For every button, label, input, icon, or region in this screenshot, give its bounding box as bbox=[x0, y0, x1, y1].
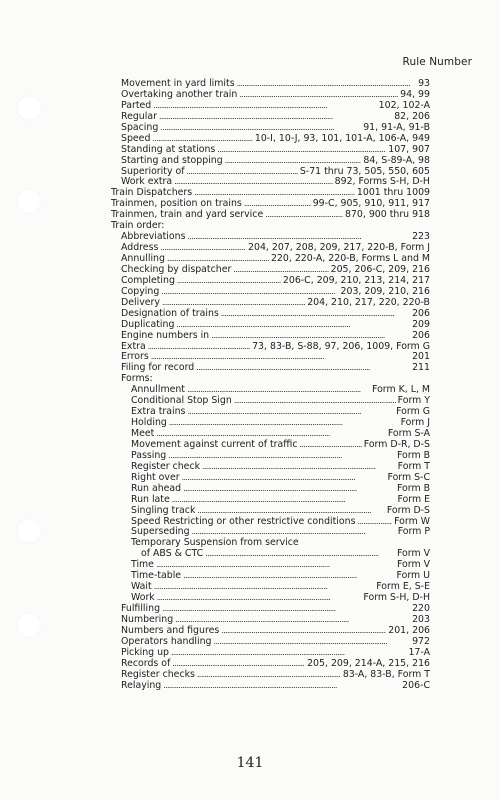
index-term: Designation of trains bbox=[121, 307, 219, 319]
rule-references: Form S-A bbox=[387, 428, 430, 439]
rule-references: 17-A bbox=[408, 646, 430, 658]
index-term: Filing for record bbox=[121, 362, 195, 374]
index-term: Abbreviations bbox=[121, 231, 186, 243]
dot-leader bbox=[221, 309, 410, 320]
rule-references: Form K, L, M bbox=[372, 384, 430, 396]
rule-references: Form Y bbox=[397, 395, 430, 407]
dot-leader bbox=[154, 582, 375, 593]
rule-references: Form P bbox=[397, 526, 430, 538]
index-term: Delivery bbox=[121, 296, 160, 308]
rule-references: 220, 220-A, 220-B, Forms L and M bbox=[270, 253, 430, 264]
rule-references: 10-I, 10-J, 93, 101, 101-A, 106-A, 949 bbox=[254, 132, 430, 144]
index-entry bbox=[111, 320, 430, 331]
rule-references: 972 bbox=[412, 635, 430, 647]
rule-references: Form S-C bbox=[387, 471, 430, 483]
index-entry bbox=[111, 363, 430, 374]
dot-leader bbox=[265, 210, 343, 221]
binder-hole bbox=[16, 95, 42, 121]
rule-references: Form T bbox=[397, 460, 430, 472]
rule-references: 870, 900 thru 918 bbox=[344, 209, 430, 221]
index-term: Right over bbox=[131, 471, 180, 483]
index-term: Engine numbers in bbox=[121, 329, 210, 341]
dot-leader bbox=[237, 79, 416, 90]
index-term: Train order: bbox=[111, 220, 165, 232]
dot-leader bbox=[182, 473, 386, 484]
index-term: Movement in yard limits bbox=[121, 78, 235, 89]
dot-leader bbox=[211, 331, 410, 342]
index-term: Checking by dispatcher bbox=[121, 263, 232, 275]
dot-leader bbox=[172, 659, 305, 670]
rule-references: Form E, S-E bbox=[376, 581, 430, 593]
index-term: Completing bbox=[121, 274, 175, 286]
index-entry bbox=[111, 418, 430, 429]
index-entry bbox=[111, 101, 430, 112]
dot-leader bbox=[153, 101, 376, 112]
dot-leader bbox=[172, 495, 396, 506]
dot-leader bbox=[169, 418, 399, 429]
dot-leader bbox=[152, 134, 252, 145]
rule-references: Form U bbox=[396, 570, 430, 582]
rule-references: 211 bbox=[412, 362, 430, 374]
rule-references: 206 bbox=[412, 329, 430, 341]
index-term: Wait bbox=[131, 581, 152, 593]
index-entry bbox=[111, 495, 430, 506]
index-term: Temporary Suspension from service bbox=[131, 537, 299, 549]
index-term: Register check bbox=[131, 460, 201, 472]
index-term: Trainmen, position on trains bbox=[111, 198, 242, 210]
index-term: Time bbox=[131, 559, 154, 571]
index-term: Work bbox=[131, 592, 155, 604]
rule-references: 201, 206 bbox=[388, 624, 430, 636]
index-term: Fulfilling bbox=[121, 603, 161, 614]
index-term: Copying bbox=[121, 285, 160, 297]
rule-references: 220 bbox=[412, 603, 430, 614]
index-term: of ABS & CTC bbox=[141, 548, 204, 560]
dot-leader bbox=[187, 407, 394, 418]
rule-references: 203 bbox=[412, 613, 430, 625]
dot-leader bbox=[160, 243, 246, 254]
dot-leader bbox=[162, 604, 410, 615]
rule-references: 82, 206 bbox=[394, 110, 430, 122]
index-term: Holding bbox=[131, 417, 167, 429]
dot-leader bbox=[205, 549, 395, 560]
rule-references: 91, 91-A, 91-B bbox=[363, 121, 430, 133]
dot-leader bbox=[221, 626, 386, 637]
rule-references: 223 bbox=[412, 231, 430, 243]
rule-references: Form V bbox=[396, 548, 430, 560]
dot-leader bbox=[196, 363, 410, 374]
rule-references: 206-C, 209, 210, 213, 214, 217 bbox=[282, 274, 430, 286]
index-list bbox=[111, 79, 430, 692]
dot-leader bbox=[187, 167, 298, 178]
rule-references: 94, 99 bbox=[400, 88, 430, 100]
rule-references: 205, 206-C, 209, 216 bbox=[330, 263, 430, 275]
index-term: Speed Restricting or other restrictive conditions bbox=[131, 515, 356, 527]
dot-leader bbox=[197, 670, 341, 681]
index-term: Run late bbox=[131, 493, 170, 505]
rule-references: 99-C, 905, 910, 911, 917 bbox=[312, 198, 430, 210]
index-entry bbox=[111, 331, 430, 342]
index-entry bbox=[111, 342, 430, 353]
rule-references: 102, 102-A bbox=[378, 99, 430, 111]
index-entry bbox=[111, 134, 430, 145]
binder-hole bbox=[16, 612, 42, 638]
index-term: Train Dispatchers bbox=[111, 187, 193, 199]
rule-references: 201 bbox=[412, 351, 430, 363]
index-term: Operators handling bbox=[121, 635, 212, 647]
index-entry bbox=[111, 549, 430, 560]
index-entry bbox=[111, 506, 430, 517]
rule-references: 209 bbox=[412, 318, 430, 330]
rule-references: Form B bbox=[396, 482, 430, 494]
index-term: Standing at stations bbox=[121, 143, 216, 155]
index-term: Errors bbox=[121, 351, 149, 363]
rule-references: Form D-S bbox=[386, 504, 430, 516]
index-entry bbox=[111, 309, 430, 320]
dot-leader bbox=[168, 451, 395, 462]
index-entry bbox=[111, 484, 430, 495]
rule-references: 84, S-89-A, 98 bbox=[363, 154, 430, 166]
dot-leader bbox=[183, 484, 395, 495]
dot-leader bbox=[177, 276, 281, 287]
index-term: Passing bbox=[131, 449, 167, 461]
rule-references: 203, 209, 210, 216 bbox=[340, 285, 430, 297]
dot-leader bbox=[174, 177, 333, 188]
index-entry bbox=[111, 681, 430, 692]
dot-leader bbox=[156, 560, 395, 571]
binder-hole bbox=[16, 188, 42, 214]
dot-leader bbox=[157, 593, 362, 604]
index-term: Time-table bbox=[131, 570, 182, 582]
index-term: Address bbox=[121, 242, 159, 254]
index-term: Run ahead bbox=[131, 482, 182, 494]
dot-leader bbox=[183, 571, 394, 582]
index-term: Forms: bbox=[121, 373, 153, 385]
dot-leader bbox=[214, 637, 411, 648]
rule-references: 206 bbox=[412, 307, 430, 319]
column-header: Rule Number bbox=[402, 56, 472, 68]
page-number: 141 bbox=[236, 755, 264, 771]
rule-references: 892, Forms S-H, D-H bbox=[334, 176, 430, 188]
index-term: Superseding bbox=[131, 526, 190, 538]
rule-references: 83-A, 83-B, Form T bbox=[342, 668, 430, 680]
rule-references: Form D-R, D-S bbox=[363, 438, 430, 450]
index-term: Extra bbox=[121, 340, 146, 352]
index-term: Parted bbox=[121, 99, 152, 111]
dot-leader bbox=[197, 506, 384, 517]
dot-leader bbox=[225, 156, 362, 167]
index-term: Numbering bbox=[121, 613, 174, 625]
rule-references: 205, 209, 214-A, 215, 216 bbox=[307, 657, 430, 669]
index-term: Register checks bbox=[121, 668, 195, 680]
index-term: Movement against current of traffic bbox=[131, 438, 298, 450]
index-term: Overtaking another train bbox=[121, 88, 238, 100]
rule-references: 93 bbox=[418, 78, 430, 89]
dot-leader bbox=[239, 90, 398, 101]
index-entry bbox=[111, 145, 430, 156]
index-entry bbox=[111, 659, 430, 670]
rule-references: 204, 207, 208, 209, 217, 220-B, Form J bbox=[248, 242, 430, 254]
index-term: Extra trains bbox=[131, 406, 186, 418]
dot-leader bbox=[163, 681, 400, 692]
index-term: Numbers and figures bbox=[121, 624, 220, 636]
rule-references: Form G bbox=[396, 406, 430, 418]
binder-hole bbox=[16, 518, 42, 544]
rule-references: Form V bbox=[396, 559, 430, 571]
rule-references: Form E bbox=[397, 493, 430, 505]
index-entry bbox=[111, 670, 430, 681]
index-entry bbox=[111, 156, 430, 167]
index-term: Meet bbox=[131, 428, 155, 439]
index-term: Picking up bbox=[121, 646, 170, 658]
dot-leader bbox=[217, 145, 386, 156]
dot-leader bbox=[357, 517, 392, 528]
rule-references: 204, 210, 217, 220, 220-B bbox=[307, 296, 430, 308]
index-term: Annulling bbox=[121, 253, 165, 264]
rule-references: Form W bbox=[394, 515, 430, 527]
index-term: Records of bbox=[121, 657, 171, 669]
index-term: Starting and stopping bbox=[121, 154, 223, 166]
dot-leader bbox=[299, 440, 361, 451]
dot-leader bbox=[159, 112, 392, 123]
index-term: Conditional Stop Sign bbox=[131, 395, 232, 407]
rule-references: Form S-H, D-H bbox=[363, 592, 430, 604]
index-term: Singling track bbox=[131, 504, 196, 516]
rule-references: Form J bbox=[400, 417, 430, 429]
rule-references: 73, 83-B, S-88, 97, 206, 1009, Form G bbox=[252, 340, 430, 352]
rule-references: Form B bbox=[396, 449, 430, 461]
dot-leader bbox=[234, 396, 396, 407]
index-term: Regular bbox=[121, 110, 157, 122]
dot-leader bbox=[176, 320, 410, 331]
dot-leader bbox=[148, 342, 250, 353]
rule-references: 206-C bbox=[402, 679, 430, 691]
index-term: Annullment bbox=[131, 384, 185, 396]
index-term: Work extra bbox=[121, 176, 173, 188]
rule-references: S-71 thru 73, 505, 550, 605 bbox=[299, 165, 430, 177]
index-term: Relaying bbox=[121, 679, 162, 691]
rule-references: 107, 907 bbox=[388, 143, 430, 155]
index-term: Superiority of bbox=[121, 165, 185, 177]
index-term: Spacing bbox=[121, 121, 159, 133]
index-term: Duplicating bbox=[121, 318, 175, 330]
rule-references: 1001 thru 1009 bbox=[356, 187, 430, 199]
dot-leader bbox=[202, 462, 396, 473]
index-term: Speed bbox=[121, 132, 151, 144]
index-term: Trainmen, train and yard service bbox=[111, 209, 264, 221]
